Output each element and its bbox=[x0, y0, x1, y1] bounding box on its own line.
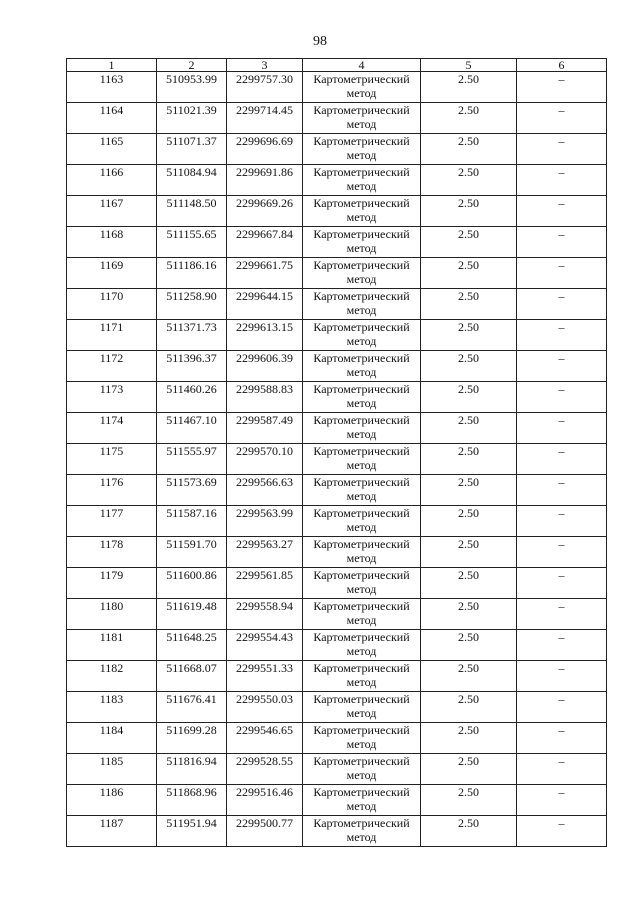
x-coordinate-cell: 511951.94 bbox=[157, 816, 227, 847]
dash-cell: – bbox=[517, 537, 607, 568]
method-cell bbox=[303, 816, 421, 847]
method-cell bbox=[303, 785, 421, 816]
x-coordinate-cell: 511648.25 bbox=[157, 630, 227, 661]
x-coordinate-cell: 511591.70 bbox=[157, 537, 227, 568]
method-line-2: метод bbox=[346, 241, 377, 255]
point-number-cell: 1171 bbox=[67, 320, 157, 351]
column-header: 1 bbox=[67, 59, 157, 72]
method-line-2: метод bbox=[346, 799, 377, 813]
table-row bbox=[67, 134, 607, 165]
table-row bbox=[67, 754, 607, 785]
table-row bbox=[67, 165, 607, 196]
method-line-2: метод bbox=[346, 117, 377, 131]
point-number-cell: 1174 bbox=[67, 413, 157, 444]
x-coordinate-cell: 511155.65 bbox=[157, 227, 227, 258]
page-number: 98 bbox=[313, 34, 327, 49]
y-coordinate-cell: 2299558.94 bbox=[227, 599, 303, 630]
method-cell bbox=[303, 72, 421, 103]
point-number-cell: 1179 bbox=[67, 568, 157, 599]
point-number-cell: 1167 bbox=[67, 196, 157, 227]
table-row bbox=[67, 661, 607, 692]
y-coordinate-cell: 2299588.83 bbox=[227, 382, 303, 413]
dash-cell: – bbox=[517, 816, 607, 847]
accuracy-cell: 2.50 bbox=[421, 506, 517, 537]
point-number-cell: 1163 bbox=[67, 72, 157, 103]
accuracy-cell: 2.50 bbox=[421, 537, 517, 568]
accuracy-cell: 2.50 bbox=[421, 165, 517, 196]
method-cell bbox=[303, 537, 421, 568]
method-cell bbox=[303, 754, 421, 785]
dash-cell: – bbox=[517, 227, 607, 258]
accuracy-cell: 2.50 bbox=[421, 475, 517, 506]
point-number-cell: 1168 bbox=[67, 227, 157, 258]
method-line-2: метод bbox=[346, 551, 377, 565]
method-line-2: метод bbox=[346, 489, 377, 503]
dash-cell: – bbox=[517, 165, 607, 196]
dash-cell: – bbox=[517, 413, 607, 444]
table-row bbox=[67, 351, 607, 382]
point-number-cell: 1177 bbox=[67, 506, 157, 537]
point-number-cell: 1173 bbox=[67, 382, 157, 413]
method-line-1: Картометрический bbox=[313, 661, 410, 675]
table-row bbox=[67, 785, 607, 816]
accuracy-cell: 2.50 bbox=[421, 785, 517, 816]
table-row bbox=[67, 72, 607, 103]
y-coordinate-cell: 2299613.15 bbox=[227, 320, 303, 351]
column-header: 4 bbox=[303, 59, 421, 72]
table-row bbox=[67, 289, 607, 320]
method-line-2: метод bbox=[346, 675, 377, 689]
table-row bbox=[67, 568, 607, 599]
y-coordinate-cell: 2299714.45 bbox=[227, 103, 303, 134]
dash-cell: – bbox=[517, 661, 607, 692]
method-cell bbox=[303, 444, 421, 475]
y-coordinate-cell: 2299606.39 bbox=[227, 351, 303, 382]
point-number-cell: 1165 bbox=[67, 134, 157, 165]
point-number-cell: 1169 bbox=[67, 258, 157, 289]
method-cell bbox=[303, 630, 421, 661]
accuracy-cell: 2.50 bbox=[421, 599, 517, 630]
method-line-1: Картометрический bbox=[313, 754, 410, 768]
dash-cell: – bbox=[517, 444, 607, 475]
y-coordinate-cell: 2299500.77 bbox=[227, 816, 303, 847]
accuracy-cell: 2.50 bbox=[421, 661, 517, 692]
dash-cell: – bbox=[517, 289, 607, 320]
y-coordinate-cell: 2299570.10 bbox=[227, 444, 303, 475]
x-coordinate-cell: 511084.94 bbox=[157, 165, 227, 196]
method-line-1: Картометрический bbox=[313, 103, 410, 117]
method-line-1: Картометрический bbox=[313, 723, 410, 737]
point-number-cell: 1164 bbox=[67, 103, 157, 134]
accuracy-cell: 2.50 bbox=[421, 258, 517, 289]
method-cell bbox=[303, 196, 421, 227]
method-cell bbox=[303, 568, 421, 599]
method-line-2: метод bbox=[346, 303, 377, 317]
point-number-cell: 1172 bbox=[67, 351, 157, 382]
table-row bbox=[67, 692, 607, 723]
y-coordinate-cell: 2299528.55 bbox=[227, 754, 303, 785]
y-coordinate-cell: 2299550.03 bbox=[227, 692, 303, 723]
accuracy-cell: 2.50 bbox=[421, 568, 517, 599]
table-row bbox=[67, 258, 607, 289]
method-cell bbox=[303, 382, 421, 413]
table-row bbox=[67, 723, 607, 754]
column-header: 5 bbox=[421, 59, 517, 72]
dash-cell: – bbox=[517, 196, 607, 227]
table-row bbox=[67, 630, 607, 661]
x-coordinate-cell: 511396.37 bbox=[157, 351, 227, 382]
method-line-2: метод bbox=[346, 582, 377, 596]
method-line-2: метод bbox=[346, 706, 377, 720]
point-number-cell: 1184 bbox=[67, 723, 157, 754]
method-line-1: Картометрический bbox=[313, 692, 410, 706]
y-coordinate-cell: 2299551.33 bbox=[227, 661, 303, 692]
method-line-1: Картометрический bbox=[313, 289, 410, 303]
method-cell bbox=[303, 227, 421, 258]
method-cell bbox=[303, 723, 421, 754]
method-line-2: метод bbox=[346, 86, 377, 100]
table-row bbox=[67, 444, 607, 475]
point-number-cell: 1186 bbox=[67, 785, 157, 816]
dash-cell: – bbox=[517, 785, 607, 816]
point-number-cell: 1185 bbox=[67, 754, 157, 785]
method-line-1: Картометрический bbox=[313, 413, 410, 427]
dash-cell: – bbox=[517, 72, 607, 103]
method-cell bbox=[303, 413, 421, 444]
dash-cell: – bbox=[517, 599, 607, 630]
dash-cell: – bbox=[517, 103, 607, 134]
accuracy-cell: 2.50 bbox=[421, 320, 517, 351]
accuracy-cell: 2.50 bbox=[421, 630, 517, 661]
method-cell bbox=[303, 165, 421, 196]
method-line-1: Картометрический bbox=[313, 785, 410, 799]
x-coordinate-cell: 511071.37 bbox=[157, 134, 227, 165]
accuracy-cell: 2.50 bbox=[421, 413, 517, 444]
x-coordinate-cell: 510953.99 bbox=[157, 72, 227, 103]
method-cell bbox=[303, 320, 421, 351]
y-coordinate-cell: 2299566.63 bbox=[227, 475, 303, 506]
table-row bbox=[67, 816, 607, 847]
accuracy-cell: 2.50 bbox=[421, 227, 517, 258]
x-coordinate-cell: 511258.90 bbox=[157, 289, 227, 320]
accuracy-cell: 2.50 bbox=[421, 72, 517, 103]
accuracy-cell: 2.50 bbox=[421, 754, 517, 785]
accuracy-cell: 2.50 bbox=[421, 134, 517, 165]
accuracy-cell: 2.50 bbox=[421, 196, 517, 227]
method-line-2: метод bbox=[346, 458, 377, 472]
table-row bbox=[67, 506, 607, 537]
method-line-1: Картометрический bbox=[313, 320, 410, 334]
dash-cell: – bbox=[517, 568, 607, 599]
x-coordinate-cell: 511699.28 bbox=[157, 723, 227, 754]
table-row bbox=[67, 413, 607, 444]
table-body bbox=[67, 72, 607, 847]
method-line-1: Картометрический bbox=[313, 382, 410, 396]
y-coordinate-cell: 2299554.43 bbox=[227, 630, 303, 661]
coordinates-table bbox=[66, 58, 607, 847]
accuracy-cell: 2.50 bbox=[421, 444, 517, 475]
x-coordinate-cell: 511676.41 bbox=[157, 692, 227, 723]
method-line-2: метод bbox=[346, 334, 377, 348]
dash-cell: – bbox=[517, 630, 607, 661]
column-header: 2 bbox=[157, 59, 227, 72]
table-row bbox=[67, 599, 607, 630]
accuracy-cell: 2.50 bbox=[421, 816, 517, 847]
x-coordinate-cell: 511148.50 bbox=[157, 196, 227, 227]
table-row bbox=[67, 382, 607, 413]
x-coordinate-cell: 511460.26 bbox=[157, 382, 227, 413]
column-header: 6 bbox=[517, 59, 607, 72]
y-coordinate-cell: 2299644.15 bbox=[227, 289, 303, 320]
x-coordinate-cell: 511371.73 bbox=[157, 320, 227, 351]
y-coordinate-cell: 2299696.69 bbox=[227, 134, 303, 165]
x-coordinate-cell: 511021.39 bbox=[157, 103, 227, 134]
point-number-cell: 1182 bbox=[67, 661, 157, 692]
method-line-2: метод bbox=[346, 148, 377, 162]
table-row bbox=[67, 196, 607, 227]
x-coordinate-cell: 511186.16 bbox=[157, 258, 227, 289]
method-line-1: Картометрический bbox=[313, 196, 410, 210]
method-line-1: Картометрический bbox=[313, 227, 410, 241]
method-line-1: Картометрический bbox=[313, 506, 410, 520]
x-coordinate-cell: 511868.96 bbox=[157, 785, 227, 816]
x-coordinate-cell: 511668.07 bbox=[157, 661, 227, 692]
point-number-cell: 1176 bbox=[67, 475, 157, 506]
y-coordinate-cell: 2299561.85 bbox=[227, 568, 303, 599]
point-number-cell: 1166 bbox=[67, 165, 157, 196]
x-coordinate-cell: 511619.48 bbox=[157, 599, 227, 630]
point-number-cell: 1183 bbox=[67, 692, 157, 723]
dash-cell: – bbox=[517, 134, 607, 165]
method-cell bbox=[303, 103, 421, 134]
table-row bbox=[67, 103, 607, 134]
point-number-cell: 1180 bbox=[67, 599, 157, 630]
method-line-2: метод bbox=[346, 737, 377, 751]
x-coordinate-cell: 511467.10 bbox=[157, 413, 227, 444]
method-line-1: Картометрический bbox=[313, 165, 410, 179]
point-number-cell: 1170 bbox=[67, 289, 157, 320]
method-line-1: Картометрический bbox=[313, 475, 410, 489]
column-number-row bbox=[67, 59, 607, 72]
method-line-1: Картометрический bbox=[313, 537, 410, 551]
method-line-1: Картометрический bbox=[313, 630, 410, 644]
dash-cell: – bbox=[517, 723, 607, 754]
table-row bbox=[67, 475, 607, 506]
method-line-2: метод bbox=[346, 272, 377, 286]
dash-cell: – bbox=[517, 320, 607, 351]
method-line-2: метод bbox=[346, 179, 377, 193]
method-line-1: Картометрический bbox=[313, 134, 410, 148]
method-line-2: метод bbox=[346, 830, 377, 844]
accuracy-cell: 2.50 bbox=[421, 723, 517, 754]
method-line-1: Картометрический bbox=[313, 258, 410, 272]
dash-cell: – bbox=[517, 258, 607, 289]
y-coordinate-cell: 2299661.75 bbox=[227, 258, 303, 289]
dash-cell: – bbox=[517, 506, 607, 537]
dash-cell: – bbox=[517, 351, 607, 382]
method-line-2: метод bbox=[346, 613, 377, 627]
method-line-1: Картометрический bbox=[313, 568, 410, 582]
dash-cell: – bbox=[517, 475, 607, 506]
y-coordinate-cell: 2299563.99 bbox=[227, 506, 303, 537]
method-cell bbox=[303, 258, 421, 289]
method-line-2: метод bbox=[346, 644, 377, 658]
method-line-1: Картометрический bbox=[313, 72, 410, 86]
method-line-1: Картометрический bbox=[313, 351, 410, 365]
method-line-1: Картометрический bbox=[313, 444, 410, 458]
y-coordinate-cell: 2299516.46 bbox=[227, 785, 303, 816]
dash-cell: – bbox=[517, 382, 607, 413]
x-coordinate-cell: 511573.69 bbox=[157, 475, 227, 506]
method-cell bbox=[303, 289, 421, 320]
method-line-1: Картометрический bbox=[313, 599, 410, 613]
accuracy-cell: 2.50 bbox=[421, 351, 517, 382]
x-coordinate-cell: 511555.97 bbox=[157, 444, 227, 475]
point-number-cell: 1175 bbox=[67, 444, 157, 475]
method-line-2: метод bbox=[346, 427, 377, 441]
y-coordinate-cell: 2299563.27 bbox=[227, 537, 303, 568]
method-line-2: метод bbox=[346, 210, 377, 224]
point-number-cell: 1181 bbox=[67, 630, 157, 661]
y-coordinate-cell: 2299546.65 bbox=[227, 723, 303, 754]
table-row bbox=[67, 227, 607, 258]
method-cell bbox=[303, 692, 421, 723]
accuracy-cell: 2.50 bbox=[421, 692, 517, 723]
x-coordinate-cell: 511816.94 bbox=[157, 754, 227, 785]
accuracy-cell: 2.50 bbox=[421, 382, 517, 413]
method-cell bbox=[303, 599, 421, 630]
y-coordinate-cell: 2299667.84 bbox=[227, 227, 303, 258]
method-line-2: метод bbox=[346, 768, 377, 782]
method-cell bbox=[303, 661, 421, 692]
table-row bbox=[67, 537, 607, 568]
point-number-cell: 1178 bbox=[67, 537, 157, 568]
method-cell bbox=[303, 506, 421, 537]
dash-cell: – bbox=[517, 692, 607, 723]
accuracy-cell: 2.50 bbox=[421, 103, 517, 134]
point-number-cell: 1187 bbox=[67, 816, 157, 847]
method-line-2: метод bbox=[346, 520, 377, 534]
y-coordinate-cell: 2299587.49 bbox=[227, 413, 303, 444]
y-coordinate-cell: 2299691.86 bbox=[227, 165, 303, 196]
table-row bbox=[67, 320, 607, 351]
x-coordinate-cell: 511600.86 bbox=[157, 568, 227, 599]
method-cell bbox=[303, 351, 421, 382]
accuracy-cell: 2.50 bbox=[421, 289, 517, 320]
method-line-2: метод bbox=[346, 396, 377, 410]
x-coordinate-cell: 511587.16 bbox=[157, 506, 227, 537]
column-header: 3 bbox=[227, 59, 303, 72]
y-coordinate-cell: 2299669.26 bbox=[227, 196, 303, 227]
method-line-1: Картометрический bbox=[313, 816, 410, 830]
y-coordinate-cell: 2299757.30 bbox=[227, 72, 303, 103]
dash-cell: – bbox=[517, 754, 607, 785]
method-cell bbox=[303, 475, 421, 506]
method-line-2: метод bbox=[346, 365, 377, 379]
method-cell bbox=[303, 134, 421, 165]
